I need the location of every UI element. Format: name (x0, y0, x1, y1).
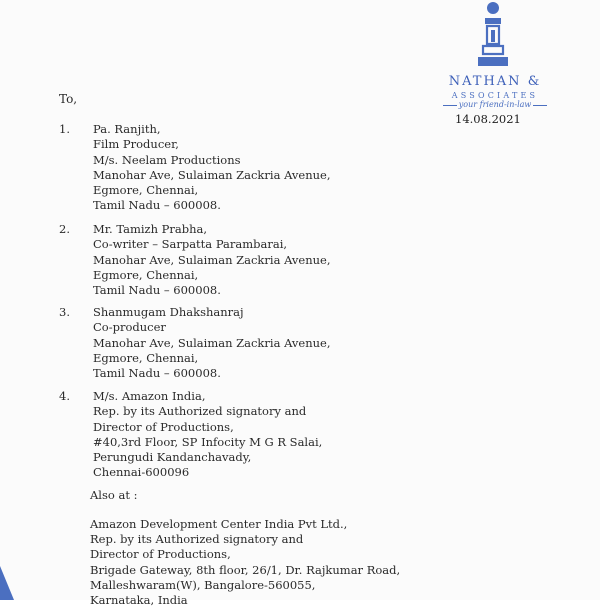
address-line: Perungudi Kandanchavady, (93, 450, 252, 465)
address-line: Tamil Nadu – 600008. (93, 283, 221, 298)
address-line: Egmore, Chennai, (93, 267, 199, 282)
recipient-address (93, 389, 322, 481)
recipient-address (93, 305, 331, 381)
address-line: Karnataka, India (90, 593, 188, 608)
recipient-number: 2. (59, 222, 70, 236)
recipient-address (93, 222, 331, 298)
address-line: Pa. Ranjith, (93, 122, 161, 136)
address-line: M/s. Neelam Productions (93, 152, 241, 167)
address-line: Tamil Nadu – 600008. (93, 366, 221, 381)
address-line: Mr. Tamizh Prabha, (93, 222, 208, 236)
address-line: Egmore, Chennai, (93, 183, 199, 198)
recipient-number: 3. (59, 305, 70, 319)
recipient-number: 1. (59, 122, 70, 136)
address-line: Manohar Ave, Sulaiman Zackria Avenue, (93, 167, 331, 182)
address-line: Director of Productions, (90, 547, 231, 562)
address-line: Egmore, Chennai, (93, 350, 199, 365)
address-line: Tamil Nadu – 600008. (93, 198, 221, 213)
salutation: To, (59, 92, 78, 106)
recipient-address (93, 122, 331, 214)
address-line: Manohar Ave, Sulaiman Zackria Avenue, (93, 252, 331, 267)
address-line: M/s. Amazon India, (93, 389, 206, 403)
address-line: #40,3rd Floor, SP Infocity M G R Salai, (93, 434, 323, 449)
brand-subtitle: ASSOCIATES (451, 91, 539, 100)
address-line: Brigade Gateway, 8th floor, 26/1, Dr. Rajkumar Road, (90, 562, 401, 577)
corner-decoration (0, 562, 20, 600)
letterhead-brand (440, 74, 550, 109)
address-line: Rep. by its Authorized signatory and (90, 532, 304, 547)
brand-tagline: your friend-in-law (440, 100, 550, 109)
also-at-label: Also at : (90, 488, 138, 502)
brand-name: NATHAN & (448, 74, 542, 89)
address-line: Manohar Ave, Sulaiman Zackria Avenue, (93, 335, 331, 350)
recipient-number: 4. (59, 389, 70, 403)
address-line: Rep. by its Authorized signatory and (93, 404, 307, 419)
address-line: Co-producer (93, 320, 166, 335)
alternate-address (90, 517, 400, 608)
address-line: Amazon Development Center India Pvt Ltd., (90, 517, 348, 531)
address-line: Co-writer – Sarpatta Parambarai, (93, 237, 288, 252)
address-line: Film Producer, (93, 137, 179, 152)
address-line: Director of Productions, (93, 419, 234, 434)
letter-date: 14.08.2021 (455, 112, 521, 126)
address-line: Shanmugam Dhakshanraj (93, 305, 244, 319)
address-line: Malleshwaram(W), Bangalore-560055, (90, 577, 316, 592)
address-line: Chennai-600096 (93, 465, 190, 480)
chess-pawn-pillar-icon (468, 0, 518, 70)
